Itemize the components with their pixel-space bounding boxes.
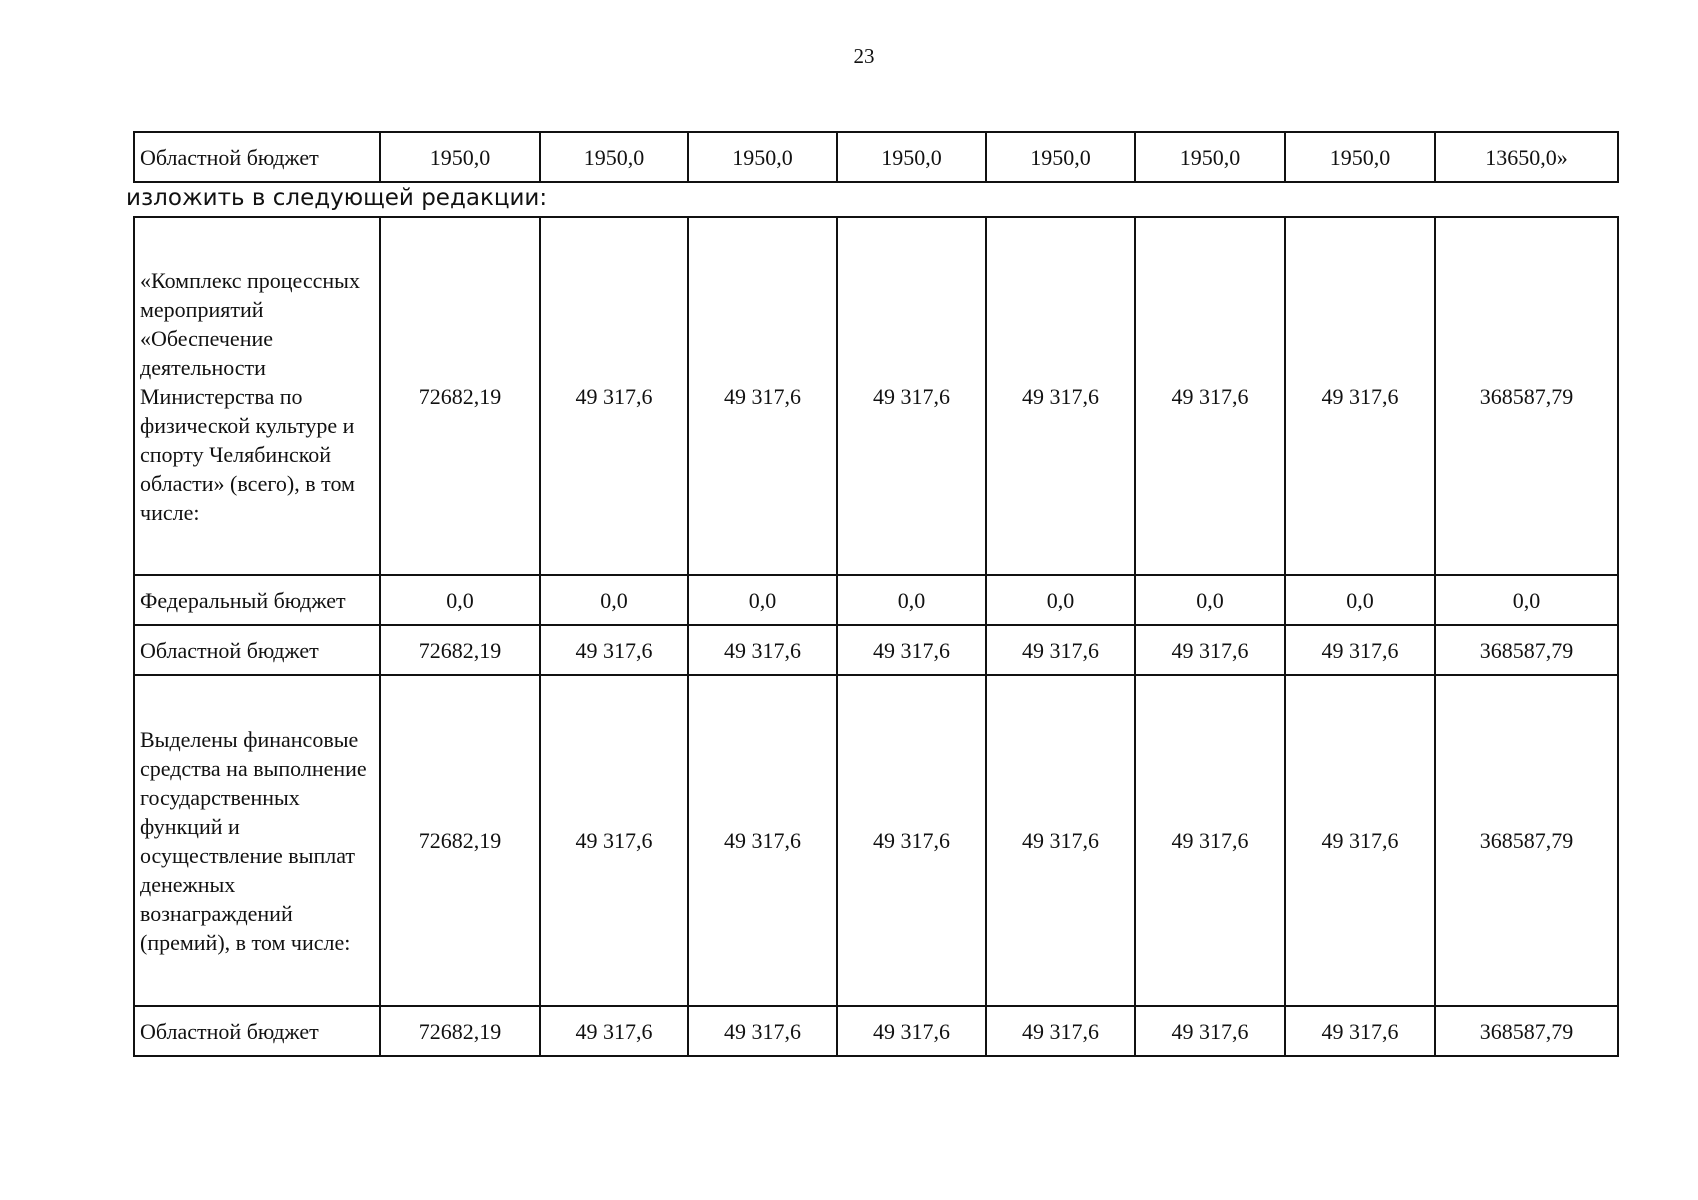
row-label: Выделены финансовые средства на выполнение государственных функций и осуществление выплат денежных вознаграждений (премий), в том числе:	[134, 675, 380, 1006]
table-cell: 1950,0	[986, 132, 1135, 182]
table-cell: 13650,0»	[1435, 132, 1618, 182]
table-cell: 49 317,6	[1285, 217, 1435, 575]
table-row	[134, 1006, 1618, 1056]
table-cell: 49 317,6	[688, 1006, 837, 1056]
table-cell: 49 317,6	[1285, 1006, 1435, 1056]
table-cell: 1950,0	[688, 132, 837, 182]
table-cell: 49 317,6	[837, 217, 986, 575]
table-cell: 49 317,6	[837, 625, 986, 675]
table-cell: 0,0	[837, 575, 986, 625]
table-cell: 0,0	[540, 575, 688, 625]
table-cell: 49 317,6	[540, 675, 688, 1006]
table-row	[134, 625, 1618, 675]
table-cell: 368587,79	[1435, 625, 1618, 675]
table-cell: 49 317,6	[837, 675, 986, 1006]
table-row	[134, 675, 1618, 1006]
table-cell: 0,0	[1435, 575, 1618, 625]
table-cell: 368587,79	[1435, 675, 1618, 1006]
table-cell: 49 317,6	[986, 217, 1135, 575]
table-cell: 72682,19	[380, 217, 540, 575]
table-cell: 72682,19	[380, 675, 540, 1006]
table-cell: 49 317,6	[1135, 217, 1285, 575]
row-label: «Комплекс процессных мероприятий «Обеспечение деятельности Министерства по физической культуре и спорту Челябинской области» (всего), в том числе:	[134, 217, 380, 575]
table-cell: 49 317,6	[688, 625, 837, 675]
budget-table-old	[133, 131, 1619, 183]
table-cell: 49 317,6	[540, 625, 688, 675]
row-label: Областной бюджет	[134, 1006, 380, 1056]
table-cell: 49 317,6	[1135, 1006, 1285, 1056]
table-cell: 49 317,6	[1285, 675, 1435, 1006]
table-cell: 1950,0	[1135, 132, 1285, 182]
row-label: Областной бюджет	[134, 132, 380, 182]
table-cell: 368587,79	[1435, 217, 1618, 575]
table-cell: 49 317,6	[688, 217, 837, 575]
table-cell: 49 317,6	[540, 217, 688, 575]
table-cell: 49 317,6	[837, 1006, 986, 1056]
table-cell: 72682,19	[380, 625, 540, 675]
table-cell: 1950,0	[1285, 132, 1435, 182]
table-cell: 368587,79	[1435, 1006, 1618, 1056]
table-row	[134, 217, 1618, 575]
table-cell: 0,0	[1285, 575, 1435, 625]
table-row	[134, 575, 1618, 625]
table-cell: 49 317,6	[1135, 675, 1285, 1006]
table-cell: 1950,0	[540, 132, 688, 182]
table-cell: 0,0	[688, 575, 837, 625]
table-cell: 0,0	[1135, 575, 1285, 625]
table-row	[134, 132, 1618, 182]
instruction-text: изложить в следующей редакции:	[126, 185, 548, 211]
table-cell: 49 317,6	[1135, 625, 1285, 675]
table-cell: 49 317,6	[1285, 625, 1435, 675]
table-cell: 1950,0	[837, 132, 986, 182]
row-label: Федеральный бюджет	[134, 575, 380, 625]
table-cell: 0,0	[986, 575, 1135, 625]
table-cell: 49 317,6	[540, 1006, 688, 1056]
table-cell: 0,0	[380, 575, 540, 625]
table-cell: 49 317,6	[986, 1006, 1135, 1056]
row-label: Областной бюджет	[134, 625, 380, 675]
page-number: 23	[853, 44, 875, 68]
table-cell: 1950,0	[380, 132, 540, 182]
budget-table-new	[133, 216, 1619, 1057]
table-cell: 49 317,6	[986, 675, 1135, 1006]
table-cell: 49 317,6	[986, 625, 1135, 675]
table-cell: 72682,19	[380, 1006, 540, 1056]
table-cell: 49 317,6	[688, 675, 837, 1006]
